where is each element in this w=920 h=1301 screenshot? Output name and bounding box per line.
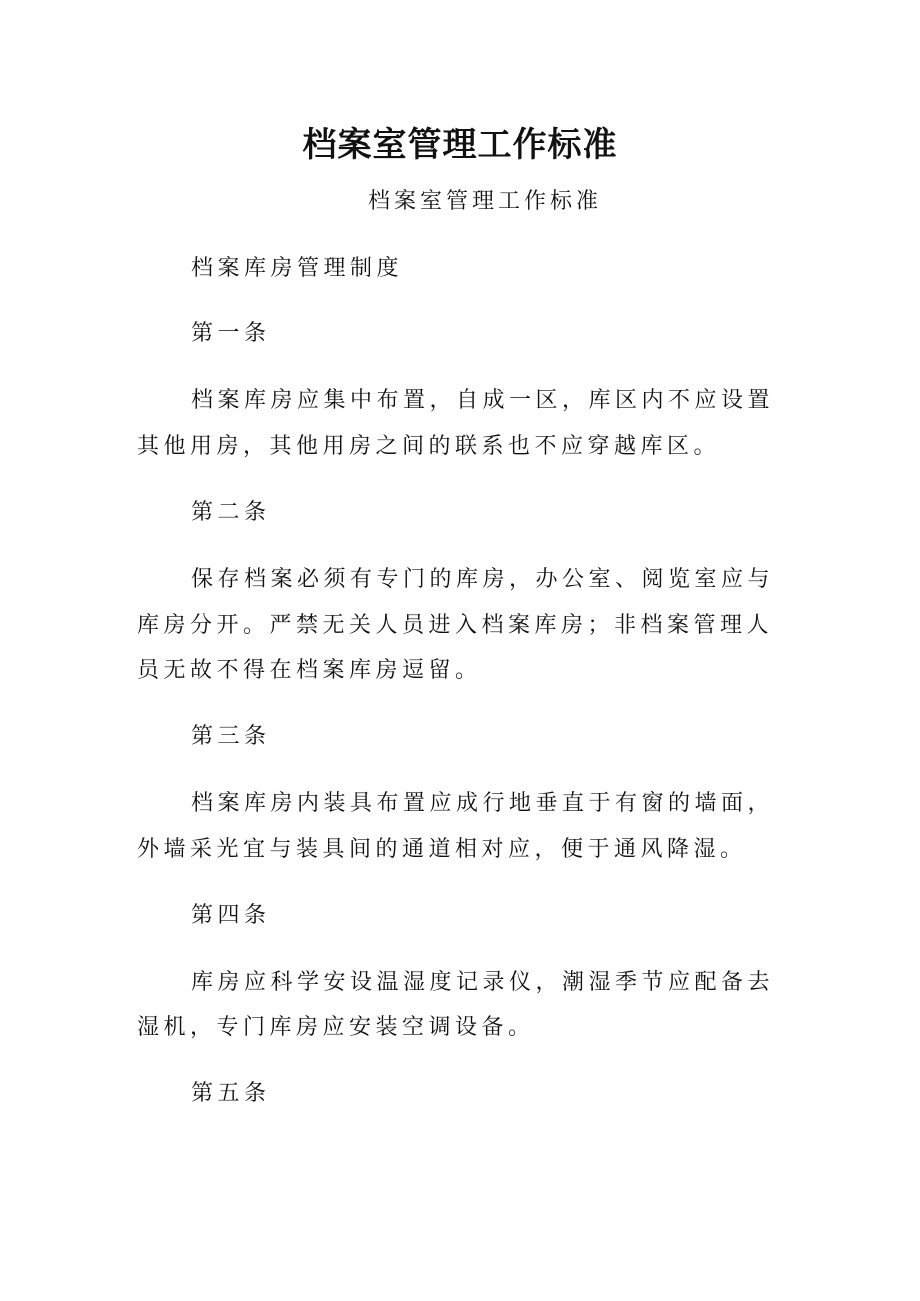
article-2-label: 第二条 xyxy=(191,500,271,525)
section-heading: 档案库房管理制度 xyxy=(191,256,404,281)
article-2-line-2: 库房分开。严禁无关人员进入档案库房；非档案管理人 xyxy=(137,613,774,638)
article-2-line-3: 员无故不得在档案库房逗留。 xyxy=(137,658,482,683)
document-title: 档案室管理工作标准 xyxy=(302,125,618,165)
article-4-line-1: 库房应科学安设温湿度记录仪，潮湿季节应配备去 xyxy=(191,970,775,995)
article-3-line-1: 档案库房内装具布置应成行地垂直于有窗的墙面， xyxy=(191,791,775,816)
article-5-label: 第五条 xyxy=(191,1081,271,1106)
article-4-line-2: 湿机，专门库房应安装空调设备。 xyxy=(137,1015,535,1040)
article-1-line-2: 其他用房，其他用房之间的联系也不应穿越库区。 xyxy=(137,434,721,459)
article-4-label: 第四条 xyxy=(191,903,271,928)
article-3-line-2: 外墙采光宜与装具间的通道相对应，便于通风降湿。 xyxy=(137,837,747,862)
article-3-label: 第三条 xyxy=(191,724,271,749)
article-2-line-1: 保存档案必须有专门的库房，办公室、阅览室应与 xyxy=(191,567,775,592)
article-1-label: 第一条 xyxy=(191,321,271,346)
article-1-line-1: 档案库房应集中布置，自成一区，库区内不应设置 xyxy=(191,388,775,413)
document-subtitle: 档案室管理工作标准 xyxy=(368,189,603,214)
